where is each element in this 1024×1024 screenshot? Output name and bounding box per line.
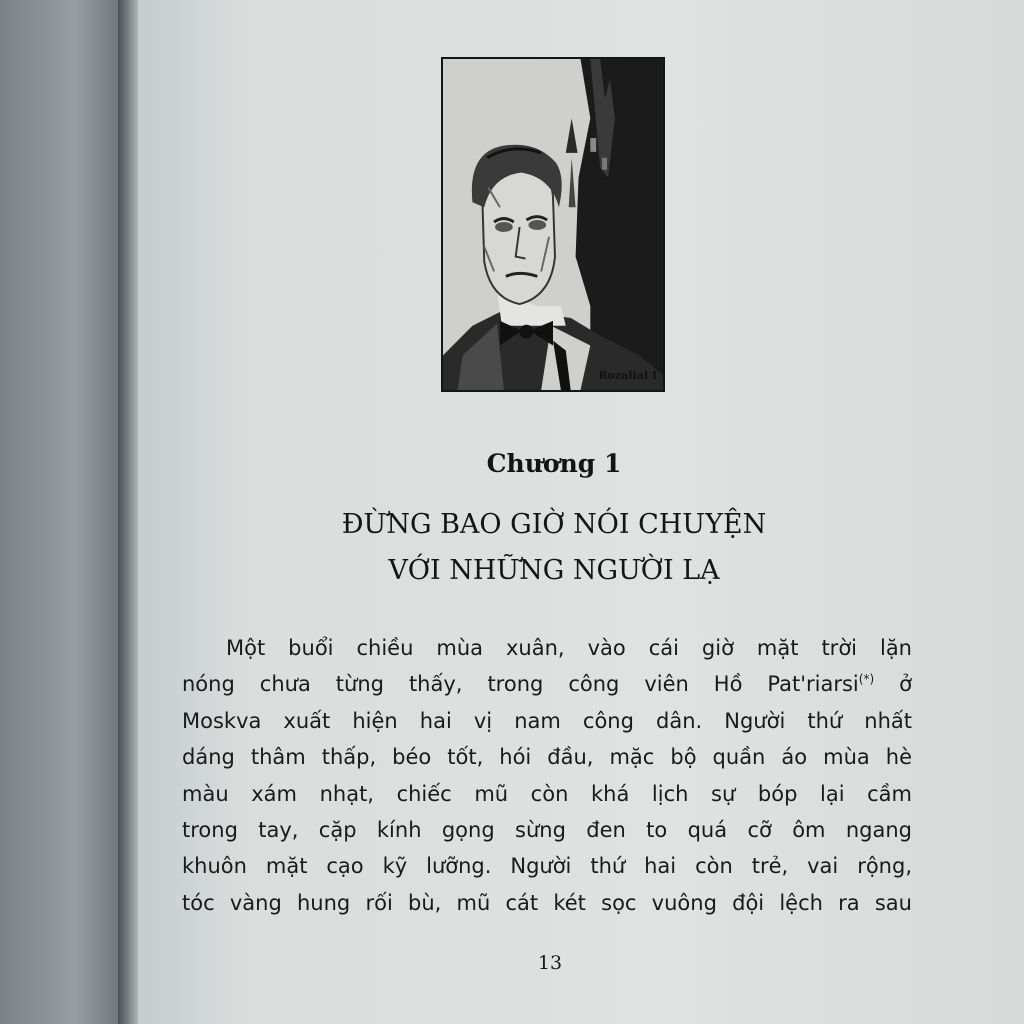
chapter-title-line-2: VỚI NHỮNG NGƯỜI LẠ <box>388 555 720 586</box>
chapter-title <box>300 502 808 594</box>
illustration-signature: Rozalial I <box>598 369 657 382</box>
chapter-title-line-1: ĐỪNG BAO GIỜ NÓI CHUYỆN <box>341 509 767 540</box>
text-line-with-footnote <box>182 666 912 702</box>
text-line: dáng thâm thấp, béo tốt, hói đầu, mặc bộ quần áo mùa hè <box>182 745 912 770</box>
body-paragraph <box>182 630 912 921</box>
text-line: màu xám nhạt, chiếc mũ còn khá lịch sự bóp lại cầm <box>182 781 912 806</box>
text-line-tail: ở <box>899 672 912 697</box>
footnote-mark[interactable]: (*) <box>858 672 875 687</box>
chapter-illustration <box>441 57 665 392</box>
text-line: khuôn mặt cạo kỹ lưỡng. Người thứ hai còn trẻ, vai rộng, <box>182 854 912 879</box>
text-line: trong tay, cặp kính gọng sừng đen to quá cỡ ôm ngang <box>182 817 912 842</box>
book-gutter <box>118 0 140 1024</box>
text-line-main: nóng chưa từng thấy, trong công viên Hồ Pat'riarsi <box>182 672 859 697</box>
portrait-drawing <box>443 59 663 390</box>
text-line: Moskva xuất hiện hai vị nam công dân. Người thứ nhất <box>182 708 912 733</box>
chapter-number: Chương 1 <box>486 449 622 478</box>
text-line: Một buổi chiều mùa xuân, vào cái giờ mặt trời lặn <box>226 636 912 660</box>
page-number: 13 <box>537 952 563 974</box>
left-page-edge <box>0 0 125 1024</box>
text-line: tóc vàng hung rối bù, mũ cát két sọc vuông đội lệch ra sau <box>182 890 912 915</box>
